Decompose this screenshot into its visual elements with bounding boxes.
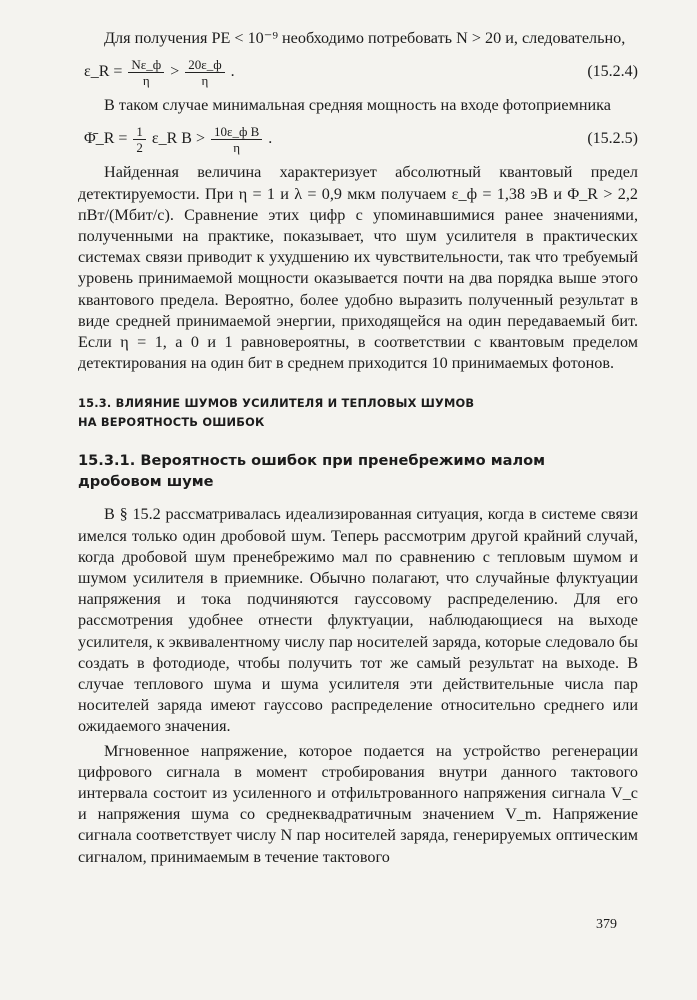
- eq2-fraction-2: [211, 124, 262, 155]
- eq2-mid: ε_R B >: [151, 130, 205, 148]
- paragraph-quantum-limit: Найденная величина характеризует абсолютный квантовый предел детектируемости. При η = 1 и λ = 0,9 мкм получаем ε_ф = 1,38 эВ и Φ_R > 2,2 пВт/(Мбит/с). Сравнение этих цифр с упоминавшимися ранее значениями, полученными на практике, показывает, что шум усилителя в практических системах связи приводит к ухудшению их чувствительности, так что требуемый уровень принимаемой мощности оказывается почти на два порядка выше этого квантового предела. Вероятно, более удобно выразить полученный результат в виде средней принимаемой энергии, приходящейся на один передаваемый бит. Если η = 1, а 0 и 1 равновероятны, в соответствии с квантовым пределом детектирования на один бит в среднем приходится 10 принимаемых фотонов.: [78, 163, 638, 373]
- eq1-fraction-1: [128, 57, 164, 88]
- eq2-number: (15.2.5): [587, 130, 638, 148]
- section-heading-line-1: 15.3. ВЛИЯНИЕ ШУМОВ УСИЛИТЕЛЯ И ТЕПЛОВЫХ ШУМОВ: [78, 396, 475, 411]
- eq2-tail: .: [268, 130, 273, 148]
- equation-15-2-4: [78, 49, 638, 95]
- subsection-heading: [78, 450, 638, 492]
- eq1-gt: >: [170, 63, 180, 81]
- equation-15-2-5: [78, 116, 638, 162]
- eq1-lhs: ε_R =: [84, 63, 123, 81]
- paragraph-intro: Для получения PE < 10⁻⁹ необходимо потребовать N > 20 и, следовательно,: [104, 29, 626, 47]
- subsection-heading-line-1: 15.3.1. Вероятность ошибок при пренебрежимо малом: [78, 452, 546, 470]
- eq2-fraction-1: [133, 124, 146, 155]
- page-number: 379: [596, 917, 617, 932]
- eq1-number: (15.2.4): [587, 63, 638, 81]
- eq2-f1-numerator: 1: [133, 124, 146, 140]
- paragraph-min-power: В таком случае минимальная средняя мощность на входе фотоприемника: [104, 96, 611, 115]
- eq1-f2-numerator: 20ε_ф: [185, 57, 224, 73]
- eq2-f2-denominator: η: [233, 139, 241, 155]
- eq1-tail: .: [230, 63, 235, 81]
- eq1-f1-denominator: η: [142, 72, 150, 88]
- eq1-f2-denominator: η: [201, 72, 209, 88]
- section-heading: [78, 394, 638, 432]
- paragraph-instant-voltage: Мгновенное напряжение, которое подается на устройство регенерации цифрового сигнала в момент стробирования внутри данного тактового интервала состоит из усиленного и отфильтрованного напряжения сигнала V_c и напряжения шума со среднеквадратичным значением V_m. Напряжение сигнала соответствует числу N пар носителей заряда, генерируемых оптическим сигналом, принимаемым в течение тактового: [78, 741, 638, 866]
- subsection-heading-line-2: дробовом шуме: [78, 473, 214, 491]
- eq2-f2-numerator: 10ε_ф B: [211, 124, 262, 140]
- paragraph-gaussian-noise: В § 15.2 рассматривалась идеализированная ситуация, когда в системе связи имелся только один дробовой шум. Теперь рассмотрим другой крайний случай, когда дробовой шум пренебрежимо мал по сравнению с тепловым шумом и шумом усилителя в приемнике. Обычно полагают, что случайные флуктуации напряжения и тока подчиняются гауссовому распределению. Для его рассмотрения удобнее отнести флуктуации, наблюдающиеся на выходе усилителя, к эквивалентному числу пар носителей заряда, которые следовало бы создать в фотодиоде, чтобы получить тот же самый результат на выходе. В случае теплового шума и шума усилителя эти действительные числа пар носителей заряда имеют гауссово распределение относительно среднего или ожидаемого значения.: [78, 505, 638, 736]
- eq2-lhs: Φ̄_R =: [84, 130, 128, 148]
- eq2-f1-denominator: 2: [136, 139, 143, 155]
- document-page: [78, 28, 638, 978]
- eq1-fraction-2: [185, 57, 224, 88]
- eq1-f1-numerator: Nε_ф: [128, 57, 164, 73]
- section-heading-line-2: НА ВЕРОЯТНОСТЬ ОШИБОК: [78, 415, 265, 430]
